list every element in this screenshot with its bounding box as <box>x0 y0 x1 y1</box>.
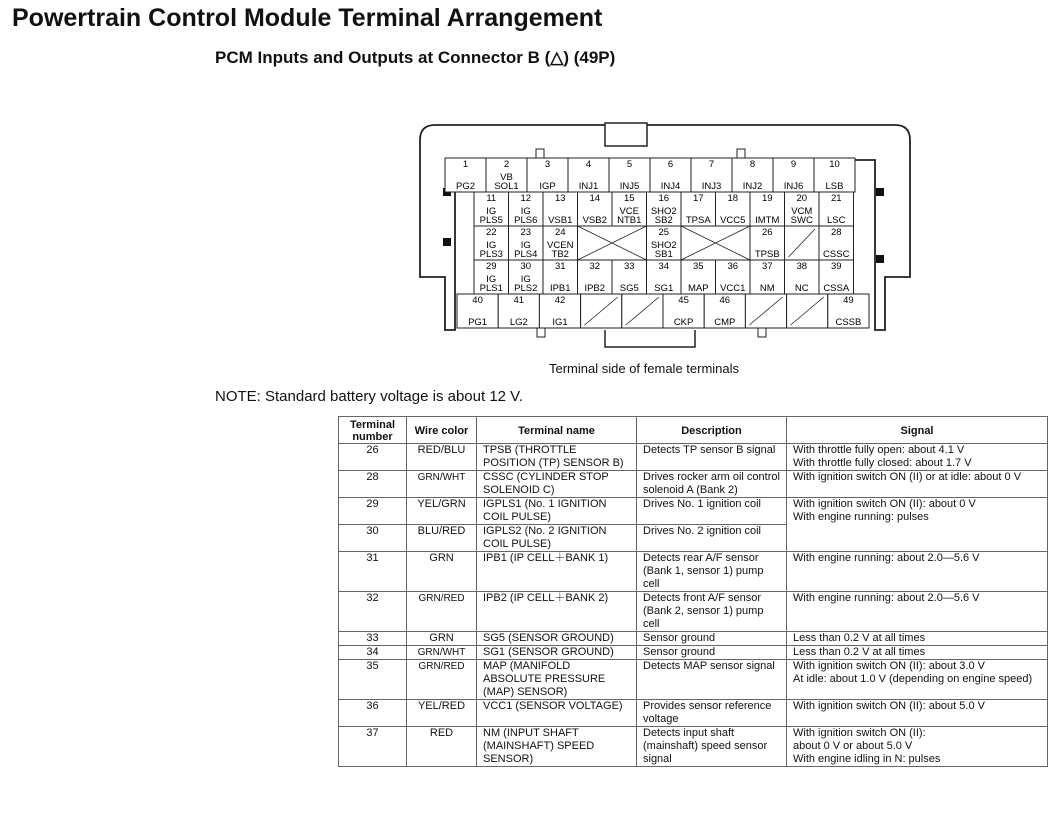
table-row <box>339 552 1048 592</box>
pin-number: 46 <box>719 295 731 306</box>
pin-label: SB2 <box>654 215 673 226</box>
pin-number: 41 <box>513 295 525 306</box>
terminal-number-cell: 28 <box>339 471 407 498</box>
signal-cell: With ignition switch ON (II): about 3.0 V At idle: about 1.0 V (depending on engine speed) <box>787 660 1048 700</box>
description-cell: Detects rear A/F sensor (Bank 1, sensor 1) pump cell <box>637 552 787 592</box>
pin-label: SHO2 <box>650 240 677 251</box>
terminal-table <box>338 416 1048 767</box>
wire-color-cell: GRN <box>407 552 477 592</box>
description-cell: Detects input shaft (mainshaft) speed sensor signal <box>637 727 787 767</box>
pin-number: 13 <box>554 193 566 204</box>
pin-label: CSSC <box>823 249 850 260</box>
terminal-name-cell: IGPLS1 (No. 1 IGNITION COIL PULSE) <box>477 498 637 525</box>
pin-label: PG1 <box>468 317 488 328</box>
terminal-number-cell: 33 <box>339 632 407 646</box>
description-cell: Provides sensor reference voltage <box>637 700 787 727</box>
pin-number: 30 <box>520 261 532 272</box>
wire-color-cell: RED <box>407 727 477 767</box>
pin-label: IG <box>520 206 531 217</box>
pin-label: IMTM <box>755 215 780 226</box>
header-signal: Signal <box>787 417 1048 444</box>
header-terminal-number: Terminal number <box>339 417 407 444</box>
pin-label: VCEN <box>547 240 574 251</box>
wire-color-cell: YEL/RED <box>407 700 477 727</box>
pin-number: 34 <box>658 261 670 272</box>
terminal-name-cell: TPSB (THROTTLE POSITION (TP) SENSOR B) <box>477 444 637 471</box>
pin-number: 32 <box>589 261 601 272</box>
pin-number: 20 <box>796 193 808 204</box>
pin-label: SHO2 <box>650 206 677 217</box>
table-header-row <box>339 417 1048 444</box>
pin-number: 35 <box>692 261 704 272</box>
pin-number: 49 <box>843 295 854 306</box>
pin-number: 25 <box>658 227 670 238</box>
pin-number: 21 <box>830 193 842 204</box>
signal-cell: With engine running: about 2.0—5.6 V <box>787 552 1048 592</box>
pin-number: 31 <box>554 261 566 272</box>
terminal-number-cell: 31 <box>339 552 407 592</box>
signal-cell: Less than 0.2 V at all times <box>787 646 1048 660</box>
pin-number: 9 <box>790 159 797 170</box>
pin-label: LG2 <box>509 317 528 328</box>
terminal-number-cell: 34 <box>339 646 407 660</box>
pin-number: 26 <box>761 227 773 238</box>
pin-label: INJ5 <box>619 181 640 192</box>
pin-label: INJ1 <box>578 181 599 192</box>
terminal-number-cell: 29 <box>339 498 407 525</box>
pin-number: 12 <box>520 193 532 204</box>
pin-number: 6 <box>667 159 674 170</box>
header-description: Description <box>637 417 787 444</box>
pin-number: 37 <box>761 261 773 272</box>
pin-label: PLS1 <box>479 283 503 294</box>
pin-label: IG <box>486 240 497 251</box>
pin-label: TB2 <box>551 249 569 260</box>
pin-label: TPSB <box>754 249 780 260</box>
table-row <box>339 727 1048 767</box>
signal-cell: With ignition switch ON (II): about 0 V With engine running: pulses <box>787 498 1048 552</box>
table-row <box>339 592 1048 632</box>
pin-label: IG <box>486 274 497 285</box>
terminal-name-cell: NM (INPUT SHAFT (MAINSHAFT) SPEED SENSOR) <box>477 727 637 767</box>
pin-label: IGP <box>539 181 556 192</box>
pin-label: CKP <box>673 317 694 328</box>
terminal-number-cell: 32 <box>339 592 407 632</box>
pin-label: SG1 <box>654 283 674 294</box>
wire-color-cell: GRN/RED <box>407 660 477 700</box>
pin-label: PLS4 <box>514 249 538 260</box>
pin-label: SOL1 <box>494 181 519 192</box>
description-cell: Drives rocker arm oil control solenoid A (Bank 2) <box>637 471 787 498</box>
header-terminal-name: Terminal name <box>477 417 637 444</box>
pin-label: VSB1 <box>548 215 573 226</box>
table-row <box>339 632 1048 646</box>
pin-label: INJ2 <box>742 181 763 192</box>
pin-number: 45 <box>678 295 689 306</box>
pin-label: TPSA <box>685 215 711 226</box>
pin-number: 40 <box>472 295 483 306</box>
terminal-name-cell: MAP (MANIFOLD ABSOLUTE PRESSURE (MAP) SENSOR) <box>477 660 637 700</box>
connector-subtitle: PCM Inputs and Outputs at Connector B (△) (49P) <box>215 48 616 67</box>
pin-number: 7 <box>708 159 715 170</box>
page-title: Powertrain Control Module Terminal Arrangement <box>12 4 603 32</box>
description-cell: Drives No. 2 ignition coil <box>637 525 787 552</box>
pin-label: VCM <box>791 206 813 217</box>
terminal-number-cell: 36 <box>339 700 407 727</box>
pin-label: PLS6 <box>514 215 538 226</box>
terminal-name-cell: SG5 (SENSOR GROUND) <box>477 632 637 646</box>
signal-cell: With ignition switch ON (II): about 5.0 V <box>787 700 1048 727</box>
table-row <box>339 660 1048 700</box>
signal-cell: With engine running: about 2.0—5.6 V <box>787 592 1048 632</box>
signal-cell: With ignition switch ON (II): about 0 V or about 5.0 V With engine idling in N: pulses <box>787 727 1048 767</box>
wire-color-cell: GRN <box>407 632 477 646</box>
pin-label: IPB2 <box>584 283 606 294</box>
pin-label: IG <box>520 274 531 285</box>
description-cell: Drives No. 1 ignition coil <box>637 498 787 525</box>
pin-label: PLS5 <box>479 215 503 226</box>
connector-outline <box>415 115 915 355</box>
pin-number: 17 <box>692 193 704 204</box>
pin-label: NC <box>794 283 809 294</box>
pin-label: VSB2 <box>582 215 607 226</box>
terminal-name-cell: IPB1 (IP CELL＋BANK 1) <box>477 552 637 592</box>
pin-label: IG <box>520 240 531 251</box>
pin-number: 3 <box>544 159 551 170</box>
description-cell: Detects front A/F sensor (Bank 2, sensor 1) pump cell <box>637 592 787 632</box>
pin-number: 8 <box>749 159 756 170</box>
pin-number: 16 <box>658 193 670 204</box>
pin-label: LSC <box>827 215 846 226</box>
wire-color-cell: BLU/RED <box>407 525 477 552</box>
pin-label: NM <box>759 283 775 294</box>
pin-label: LSB <box>825 181 844 192</box>
terminal-number-cell: 37 <box>339 727 407 767</box>
wire-color-cell: GRN/RED <box>407 592 477 632</box>
table-row <box>339 498 1048 525</box>
pin-label: CMP <box>714 317 736 328</box>
pin-label: PLS3 <box>479 249 503 260</box>
pin-label: INJ3 <box>701 181 722 192</box>
pin-label: VCC5 <box>720 215 746 226</box>
pin-number: 36 <box>727 261 739 272</box>
pin-number: 38 <box>796 261 808 272</box>
diagram-caption: Terminal side of female terminals <box>549 361 740 376</box>
pin-label: CSSB <box>835 317 862 328</box>
pin-label: IPB1 <box>549 283 571 294</box>
pin-number: 4 <box>585 159 592 170</box>
table-row <box>339 700 1048 727</box>
terminal-name-cell: IGPLS2 (No. 2 IGNITION COIL PULSE) <box>477 525 637 552</box>
pin-label: VCC1 <box>720 283 746 294</box>
signal-cell: With ignition switch ON (II) or at idle: about 0 V <box>787 471 1048 498</box>
pin-label: SB1 <box>654 249 673 260</box>
pin-number: 15 <box>623 193 635 204</box>
pin-number: 24 <box>554 227 566 238</box>
pin-number: 42 <box>554 295 566 306</box>
pin-label: VB <box>500 172 513 183</box>
terminal-name-cell: VCC1 (SENSOR VOLTAGE) <box>477 700 637 727</box>
description-cell: Sensor ground <box>637 646 787 660</box>
pin-number: 29 <box>485 261 497 272</box>
pin-number: 11 <box>486 193 497 204</box>
battery-note: NOTE: Standard battery voltage is about 12 V. <box>215 388 523 405</box>
pin-number: 39 <box>830 261 842 272</box>
signal-cell: With throttle fully open: about 4.1 V With throttle fully closed: about 1.7 V <box>787 444 1048 471</box>
pin-number: 2 <box>503 159 510 170</box>
pin-number: 23 <box>520 227 532 238</box>
terminal-name-cell: CSSC (CYLINDER STOP SOLENOID C) <box>477 471 637 498</box>
wire-color-cell: GRN/WHT <box>407 646 477 660</box>
pin-label: PG2 <box>455 181 476 192</box>
pin-label: MAP <box>687 283 709 294</box>
pin-label: IG1 <box>552 317 568 328</box>
pin-number: 22 <box>485 227 497 238</box>
header-wire-color: Wire color <box>407 417 477 444</box>
pin-number: 19 <box>761 193 773 204</box>
terminal-number-cell: 26 <box>339 444 407 471</box>
pin-number: 33 <box>623 261 635 272</box>
description-cell: Sensor ground <box>637 632 787 646</box>
pin-label: INJ4 <box>660 181 681 192</box>
terminal-name-cell: IPB2 (IP CELL＋BANK 2) <box>477 592 637 632</box>
pin-label: PLS2 <box>514 283 538 294</box>
wire-color-cell: YEL/GRN <box>407 498 477 525</box>
pin-number: 5 <box>626 159 633 170</box>
pin-number: 14 <box>589 193 601 204</box>
pin-label: VCE <box>619 206 640 217</box>
table-row <box>339 444 1048 471</box>
pin-number: 10 <box>829 159 840 170</box>
pin-label: SWC <box>790 215 813 226</box>
pin-number: 18 <box>727 193 739 204</box>
pin-label: IG <box>486 206 497 217</box>
pin-label: SG5 <box>619 283 639 294</box>
table-row <box>339 471 1048 498</box>
pin-number: 1 <box>462 159 469 170</box>
pin-label: CSSA <box>823 283 850 294</box>
pin-number: 28 <box>830 227 842 238</box>
wire-color-cell: GRN/WHT <box>407 471 477 498</box>
terminal-number-cell: 30 <box>339 525 407 552</box>
connector-diagram <box>415 115 915 355</box>
terminal-name-cell: SG1 (SENSOR GROUND) <box>477 646 637 660</box>
description-cell: Detects TP sensor B signal <box>637 444 787 471</box>
pin-label: NTB1 <box>617 215 642 226</box>
terminal-number-cell: 35 <box>339 660 407 700</box>
pin-label: INJ6 <box>783 181 804 192</box>
wire-color-cell: RED/BLU <box>407 444 477 471</box>
signal-cell: Less than 0.2 V at all times <box>787 632 1048 646</box>
table-row <box>339 646 1048 660</box>
description-cell: Detects MAP sensor signal <box>637 660 787 700</box>
